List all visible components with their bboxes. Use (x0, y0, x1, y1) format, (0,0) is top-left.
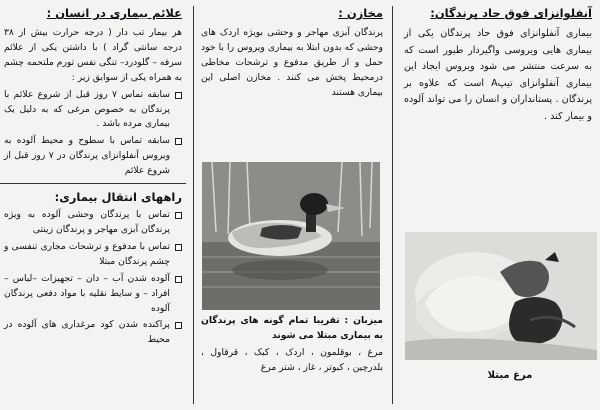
symptoms-description: هر بیمار تب دار ( درجه حرارت بیش از ۳۸ درجه سانتی گراد ) با داشتن یکی از علائم سرفه – گلودرد– تنگی نفس تورم ملتحمه چشم به همراه یکی از سوابق زیر : (4, 27, 182, 83)
host-description: میزبان : تقریبا تمام گونه های پرندگان به بیماری مبتلا می شوند (201, 315, 383, 341)
symptoms-item: سابقه تماس ۷ روز قبل از شروع علائم با پرندگان به خصوص مرغی که به دلیل یک بیماری مرده باشد . (4, 88, 182, 133)
reservoirs-description: پرندگان آبزی مهاجر و وحشی بویژه اردک های وحشی که بدون ابتلا به بیماری ویروس را با خود حمل و از طریق مدفوع و ترشحات مخاطی درمحیط پخش می کنند . مخازن اصلی این بیماری هستند (201, 27, 383, 98)
wild-duck-photo (202, 162, 380, 310)
transmission-item: تماس با مدفوع و ترشحات مجاری تنفسی و چشم پرندگان مبتلا (4, 240, 182, 270)
host-species-list: مرغ ، بوقلمون ، اردک ، کبک ، قرقاول ، بلدرچین ، کبوتر ، غاز ، شتر مرغ (201, 346, 383, 373)
wild-duck-illustration (202, 162, 380, 310)
transmission-item: پراکنده شدن کود مرغداری های آلوده در محیط (4, 318, 182, 348)
column-divider-left (193, 6, 194, 404)
symptoms-item: سابقه تماس با سطوح و محیط آلوده به ویروس آنفلوانزای پرندگان در ۷ روز قبل از شروع علائم (4, 134, 182, 179)
transmission-list (4, 208, 182, 348)
host-section (195, 314, 391, 410)
bird-flu-title: آنفلوانزای فوق حاد پرندگان: (430, 6, 592, 20)
bird-flu-description: بیماری آنفلوانزای فوق حاد پرندگان یکی از بیماری هایی ویروسی واگیردار طیور است که به سرعت منتشر می شود ویروس ایجاد این بیماری آنفلوانزای تیپA است که علاوه بر پرندگان . پستانداران و انسان را می تواند آلوده و بیمار کند . (404, 28, 593, 122)
sick-chicken-caption: مرغ مبتلا (487, 370, 533, 381)
section-divider (0, 183, 186, 184)
reservoirs-title: مخازن : (338, 6, 383, 20)
sick-chicken-photo (405, 232, 597, 360)
transmission-item: تماس با پرندگان وحشی آلوده به ویژه پرندگان آبزی مهاجر و پرندگان زینتی (4, 208, 182, 238)
sick-chicken-illustration (405, 232, 597, 360)
transmission-title: راههای انتقال بیماری: (54, 190, 182, 205)
symptoms-list (4, 88, 182, 179)
symptoms-column (0, 0, 190, 410)
column-divider-right (392, 6, 393, 404)
transmission-item: آلوده شدن آب – دان – تجهیزات –لباس –افراد – و سایط نقلیه با مواد دفعی پرندگان آلوده (4, 272, 182, 317)
symptoms-title: علائم بیماری در انسان : (46, 6, 182, 20)
